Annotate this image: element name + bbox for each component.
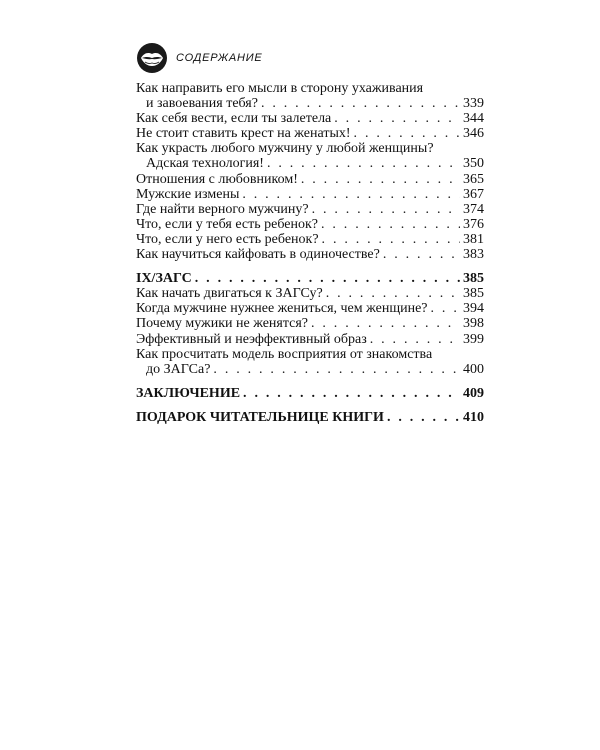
dot-leader [326,286,460,301]
toc-entry[interactable] [136,81,484,111]
section-gap [136,262,484,271]
toc-section-conclusion[interactable] [136,386,484,401]
toc-entry[interactable] [136,172,484,187]
toc-entry-title: Эффективный и неэффективный образ [136,331,367,347]
toc-entry-title-cont: до ЗАГСа? [146,361,211,377]
toc-entry[interactable] [136,111,484,126]
toc-page-number: 409 [463,385,484,401]
toc-section-title: IX/ЗАГС [136,271,192,287]
lips-logo-icon [136,42,168,74]
toc-page-number: 385 [463,286,484,302]
toc-section-zags[interactable] [136,271,484,286]
dot-leader [267,156,460,171]
toc-entry[interactable] [136,301,484,316]
toc-section-title: ПОДАРОК ЧИТАТЕЛЬНИЦЕ КНИГИ [136,409,384,425]
toc-entry[interactable] [136,187,484,202]
toc-section-gift[interactable] [136,410,484,425]
toc-entry[interactable] [136,316,484,331]
dot-leader [312,202,460,217]
toc-page-number: 365 [463,171,484,187]
toc-entry[interactable] [136,347,484,377]
toc-entry-title: Почему мужики не женятся? [136,316,308,332]
toc-entry[interactable] [136,332,484,347]
toc-entry-title: Как начать двигаться к ЗАГСу? [136,286,323,302]
toc-page-number: 376 [463,216,484,232]
toc-entry-title: Когда мужчине нужнее жениться, чем женщине? [136,301,428,317]
toc-entry-title: Где найти верного мужчину? [136,201,309,217]
page-header [136,42,263,74]
toc-page-number: 339 [463,96,484,112]
toc-page-number: 399 [463,331,484,347]
dot-leader [243,386,460,401]
dot-leader [431,301,460,316]
toc-section-title: ЗАКЛЮЧЕНИЕ [136,385,241,401]
dot-leader [242,187,460,202]
toc-page-number: 383 [463,247,484,263]
toc-page-number: 346 [463,126,484,142]
dot-leader [321,217,460,232]
toc-page-number: 394 [463,301,484,317]
toc-entry-title: Как просчитать модель восприятия от знакомства [136,346,433,362]
toc-page-number: 381 [463,231,484,247]
dot-leader [387,410,460,425]
toc-entry-title: Как украсть любого мужчину у любой женщины? [136,141,434,157]
toc-entry[interactable] [136,286,484,301]
table-of-contents [136,81,484,425]
toc-page-number: 400 [463,361,484,377]
dot-leader [311,316,460,331]
toc-entry-title: Не стоит ставить крест на женатых! [136,126,351,142]
toc-entry-title: Как себя вести, если ты залетела [136,111,332,127]
toc-page-number: 350 [463,156,484,172]
header-title: СОДЕРЖАНИЕ [176,52,263,64]
dot-leader [383,247,460,262]
section-gap [136,377,484,386]
toc-page-number: 374 [463,201,484,217]
dot-leader [334,111,460,126]
toc-page-number: 344 [463,111,484,127]
toc-entry-title-cont: Адская технология! [146,156,264,172]
dot-leader [195,271,460,286]
toc-entry-title-cont: и завоевания тебя? [146,96,258,112]
dot-leader [370,332,460,347]
toc-entry-title: Что, если у него есть ребенок? [136,231,319,247]
dot-leader [213,362,460,377]
toc-page-number: 367 [463,186,484,202]
toc-entry-title: Мужские измены [136,186,240,202]
toc-entry-title: Что, если у тебя есть ребенок? [136,216,318,232]
toc-entry-title: Отношения с любовником! [136,171,298,187]
toc-entry[interactable] [136,217,484,232]
dot-leader [261,96,460,111]
section-gap [136,401,484,410]
toc-entry[interactable] [136,126,484,141]
toc-page-number: 385 [463,271,484,287]
dot-leader [301,172,460,187]
toc-page-number: 410 [463,409,484,425]
toc-entry-title: Как направить его мысли в сторону ухаживания [136,81,424,96]
toc-entry[interactable] [136,141,484,171]
toc-entry[interactable] [136,247,484,262]
toc-page-number: 398 [463,316,484,332]
dot-leader [354,126,460,141]
toc-entry[interactable] [136,202,484,217]
toc-entry[interactable] [136,232,484,247]
toc-entry-title: Как научиться кайфовать в одиночестве? [136,247,380,263]
dot-leader [322,232,460,247]
